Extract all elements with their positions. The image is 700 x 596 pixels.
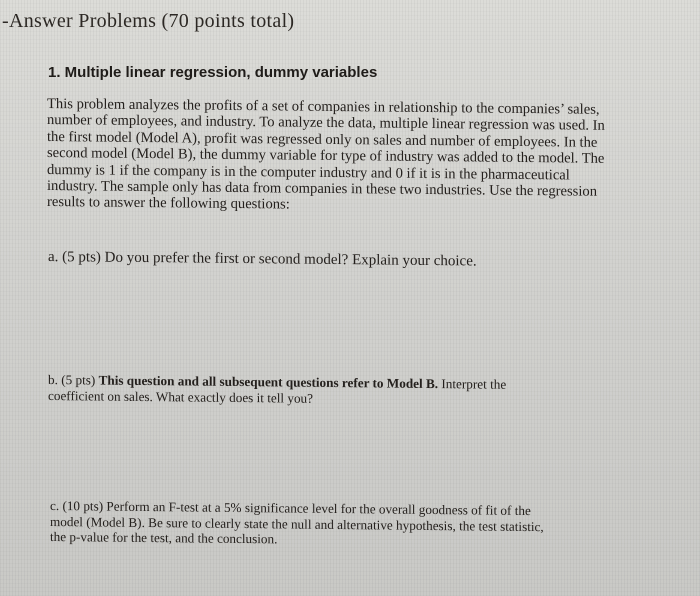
intro-line: This problem analyzes the profits of a set of companies in relationship to the companies’ sales, xyxy=(47,96,600,118)
intro-line: the first model (Model A), profit was regressed only on sales and number of employees. In the xyxy=(47,128,598,151)
section-title: -Answer Problems (70 points total) xyxy=(2,10,295,32)
part-c-line: the p-value for the test, and the conclusion. xyxy=(50,529,278,547)
intro-line: dummy is 1 if the company is in the computer industry and 0 if it is in the pharmaceutical xyxy=(47,161,570,184)
intro-line: results to answer the following questions: xyxy=(47,194,290,213)
part-b-rest: Interpret the xyxy=(438,376,507,392)
part-c-line: c. (10 pts) Perform an F-test at a 5% significance level for the overall goodness of fit of the xyxy=(50,498,531,519)
question-title: 1. Multiple linear regression, dummy variables xyxy=(48,64,378,81)
part-a xyxy=(48,249,477,270)
intro-line: number of employees, and industry. To analyze the data, multiple linear regression was used. In xyxy=(47,112,605,135)
part-b-line-2: coefficient on sales. What exactly does it tell you? xyxy=(48,387,314,406)
part-c xyxy=(50,498,640,551)
intro-line: industry. The sample only has data from companies in these two industries. Use the regression xyxy=(47,178,597,200)
intro-line: second model (Model B), the dummy variable for type of industry was added to the model. The xyxy=(47,145,605,168)
part-b-prefix: b. (5 pts) xyxy=(48,372,99,388)
part-a-text: a. (5 pts) Do you prefer the first or second model? Explain your choice. xyxy=(48,249,477,270)
question-intro xyxy=(47,96,653,217)
part-c-line: model (Model B). Be sure to clearly state the null and alternative hypothesis, the test statistic, xyxy=(50,513,544,534)
part-b-bold-instruction: This question and all subsequent questions refer to Model B. xyxy=(98,372,439,392)
part-b xyxy=(48,372,608,409)
